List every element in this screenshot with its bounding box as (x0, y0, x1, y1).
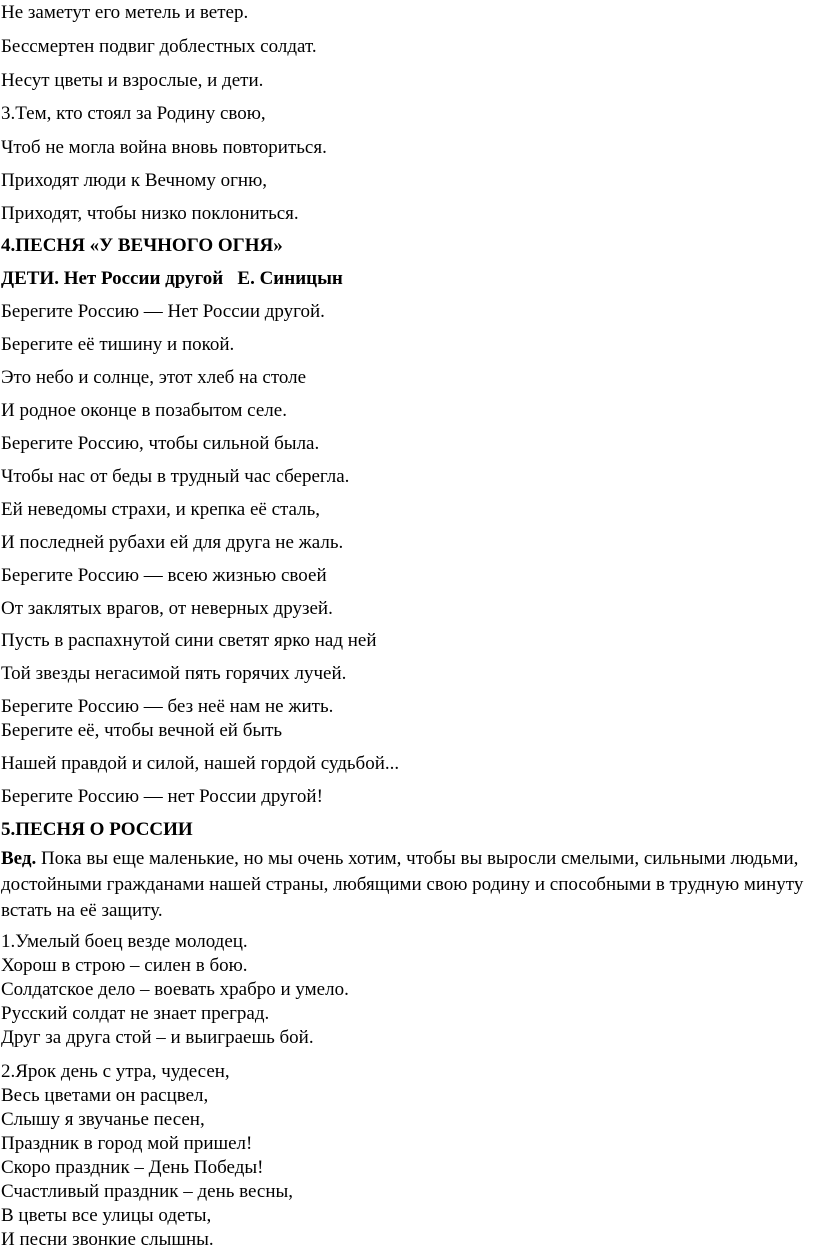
section-heading: 4.ПЕСНЯ «У ВЕЧНОГО ОГНЯ» (1, 235, 283, 256)
song-line: Берегите Россию — Нет России другой. (1, 301, 325, 322)
verse-line: В цветы все улицы одеты, (1, 1205, 212, 1226)
verse-line: Праздник в город мой пришел! (1, 1133, 253, 1154)
presenter-text: Пока вы еще маленькие, но мы очень хотим, чтобы вы выросли смелыми, сильными людьми, достойными гражданами нашей страны, любящими свою родину и способными в трудную минуту встать на её защиту. (1, 848, 804, 921)
verse-line: 1.Умелый боец везде молодец. (1, 931, 248, 952)
presenter-paragraph (1, 846, 813, 924)
song-line: Это небо и солнце, этот хлеб на столе (1, 367, 307, 388)
poem-line: Чтоб не могла война вновь повториться. (1, 137, 327, 158)
song-line: И родное оконце в позабытом селе. (1, 400, 287, 421)
verse-line: Слышу я звучанье песен, (1, 1109, 205, 1130)
song-line: Берегите Россию — всею жизнью своей (1, 565, 327, 586)
poem-line: Не заметут его метель и ветер. (1, 2, 249, 23)
verse-line: Солдатское дело – воевать храбро и умело. (1, 979, 349, 1000)
song-line: Той звезды негасимой пять горячих лучей. (1, 663, 347, 684)
poem-line: Бессмертен подвиг доблестных солдат. (1, 36, 317, 57)
section-heading: 5.ПЕСНЯ О РОССИИ (1, 819, 193, 840)
verse-line: Весь цветами он расцвел, (1, 1085, 209, 1106)
poem-line: Несут цветы и взрослые, и дети. (1, 70, 264, 91)
song-line: Пусть в распахнутой сини светят ярко над ней (1, 630, 377, 651)
verse-line: И песни звонкие слышны. (1, 1229, 214, 1250)
verse-line: 2.Ярок день с утра, чудесен, (1, 1061, 230, 1082)
song-line: Берегите её, чтобы вечной ей быть (1, 720, 283, 741)
verse-line: Счастливый праздник – день весны, (1, 1181, 294, 1202)
song-line: Нашей правдой и силой, нашей гордой судьбой... (1, 753, 400, 774)
song-line: Ей неведомы страхи, и крепка её сталь, (1, 499, 321, 520)
poem-line: Приходят, чтобы низко поклониться. (1, 203, 299, 224)
song-title: ДЕТИ. Нет России другой Е. Синицын (1, 268, 343, 289)
song-line: Берегите Россию — без неё нам не жить. (1, 696, 334, 717)
song-line: Берегите её тишину и покой. (1, 334, 235, 355)
song-line: И последней рубахи ей для друга не жаль. (1, 532, 344, 553)
verse-line: Скоро праздник – День Победы! (1, 1157, 264, 1178)
song-line: Чтобы нас от беды в трудный час сберегла. (1, 466, 350, 487)
verse-line: Друг за друга стой – и выиграешь бой. (1, 1027, 314, 1048)
poem-line: 3.Тем, кто стоял за Родину свою, (1, 103, 266, 124)
song-line: Берегите Россию, чтобы сильной была. (1, 433, 320, 454)
song-line: Берегите Россию — нет России другой! (1, 786, 323, 807)
song-line: От заклятых врагов, от неверных друзей. (1, 598, 333, 619)
verse-line: Хорош в строю – силен в бою. (1, 955, 248, 976)
presenter-label: Вед. (1, 848, 37, 869)
poem-line: Приходят люди к Вечному огню, (1, 170, 268, 191)
verse-line: Русский солдат не знает преград. (1, 1003, 270, 1024)
